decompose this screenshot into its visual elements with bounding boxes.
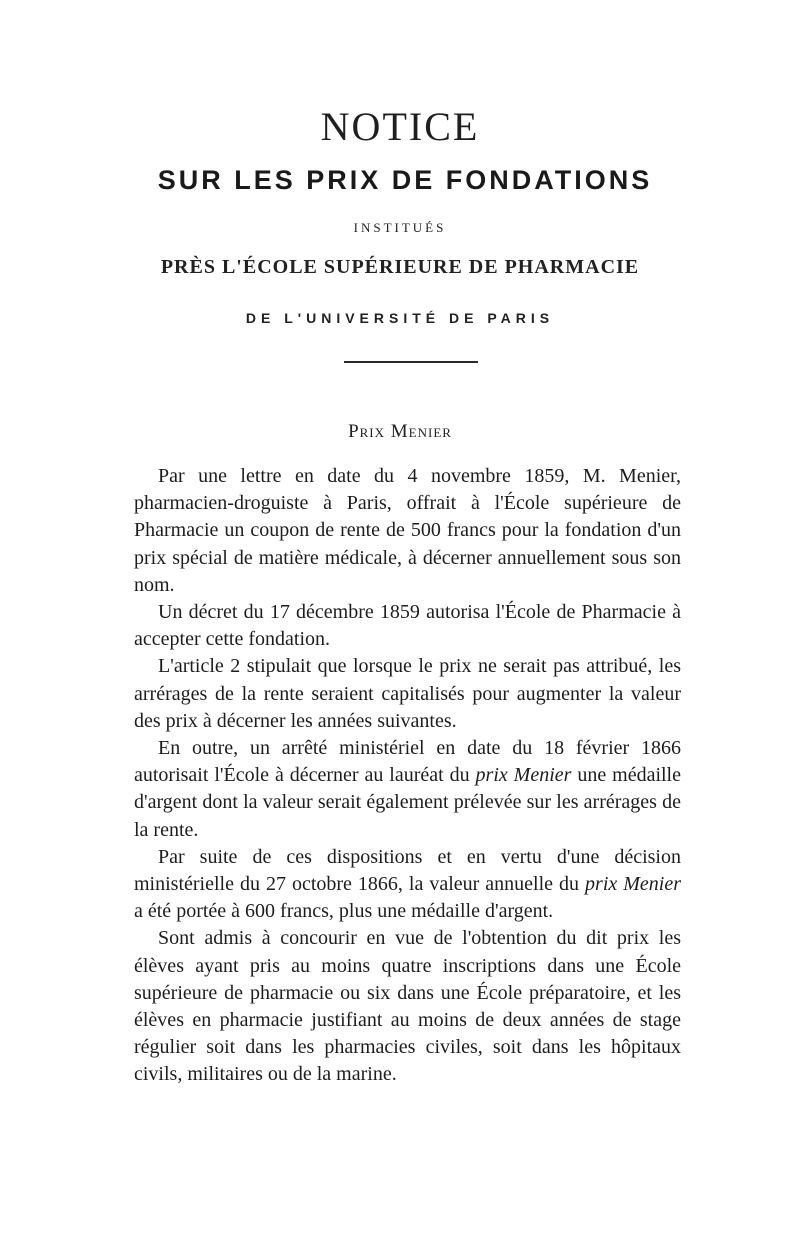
document-title: NOTICE (320, 104, 480, 149)
text-segment: L'article 2 stipulait que lorsque le prix ne serait pas attribué, les arrérages de la rente seraient capitalisés pour augmenter la valeur des prix à décerner les années suivantes. (134, 655, 681, 732)
text-segment: une médaille d'argent dont la valeur serait également prélevée sur les arrérages de la rente. (134, 764, 681, 841)
divider-rule (344, 361, 478, 363)
text-segment: Un décret du 17 décembre 1859 autorisa l'École de Pharmacie à accepter cette fondation. (134, 601, 681, 651)
body-text (134, 463, 681, 1089)
text-segment: Sont admis à concourir en vue de l'obtention du dit prix les élèves ayant pris au moins quatre inscriptions dans une École supérieure de pharmacie ou six dans une École préparatoire, et les élèves en pharmacie justifiant au moins de deux années de stage régulier soit dans les pharmacies civiles, soit dans les hôpitaux civils, militaires ou de la marine. (134, 927, 681, 1086)
text-segment: Par suite de ces dispositions et en vertu d'une décision ministérielle du 27 octobre 1866, la valeur annuelle du (134, 845, 681, 896)
instituted-line: INSTITUÉS (353, 220, 447, 235)
section-heading: Prix Menier (348, 421, 452, 442)
italic-segment: prix Menier (475, 764, 572, 787)
paragraph (134, 844, 681, 926)
text-segment: a été portée à 600 francs, plus une médaille d'argent. (134, 900, 554, 923)
school-line: PRÈS L'ÉCOLE SUPÉRIEURE DE PHARMACIE (160, 256, 640, 278)
paragraph (134, 463, 681, 599)
paragraph (134, 735, 681, 844)
paragraph (134, 599, 681, 653)
paragraph (134, 653, 681, 735)
document-subtitle: SUR LES PRIX DE FONDATIONS (157, 165, 653, 195)
text-segment: En outre, un arrêté ministériel en date du 18 février 1866 autorisait l'École à décerner au lauréat du (134, 737, 681, 787)
university-line: DE L'UNIVERSITÉ DE PARIS (245, 310, 555, 326)
text-segment: Par une lettre en date du 4 novembre 1859, M. Menier, pharmacien-droguiste à Paris, offrait à l'École supérieure de Pharmacie un coupon de rente de 500 francs pour la fondation d'un prix spécial de matière médicale, à décerner annuellement sous son nom. (134, 465, 681, 596)
italic-segment: prix Menier (585, 873, 681, 896)
paragraph (134, 925, 681, 1088)
